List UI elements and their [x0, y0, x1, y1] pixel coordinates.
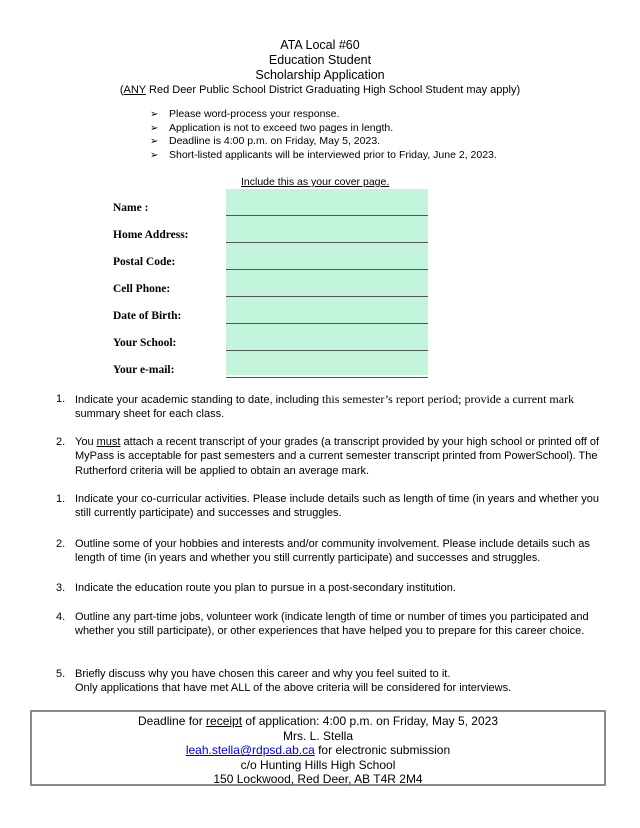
form-row-email: [113, 364, 433, 384]
instruction-item: [150, 149, 497, 163]
email-suffix: for electronic submission: [314, 743, 451, 758]
item-text-part: Indicate your academic standing to date, including: [75, 394, 323, 406]
eligibility-text: Red Deer Public School District Graduating High School Student may apply): [145, 84, 521, 96]
form-label-date-of-birth: Date of Birth:: [113, 310, 182, 322]
list-item: [56, 667, 606, 696]
form-label-cell-phone: Cell Phone:: [113, 283, 171, 295]
item-text: [75, 435, 606, 478]
deadline-text: of application: 4:00 p.m. on Friday, May 5, 2023: [242, 714, 498, 728]
deadline-emphasis: receipt: [206, 714, 243, 728]
item-number: 2.: [56, 538, 66, 550]
item-text: Indicate your co-curricular activities. Please include details such as length of time (in years and whether you still currently participate) and successes and struggles.: [75, 493, 599, 520]
item-number: 2.: [56, 436, 66, 448]
item-text: [75, 392, 606, 422]
item-text-part: Briefly discuss why you have chosen this career and why you feel suited to it.: [75, 668, 451, 680]
footer-address: 150 Lockwood, Red Deer, AB T4R 2M4: [213, 772, 423, 787]
cell-phone-field[interactable]: [226, 296, 428, 297]
item-text: Outline any part-time jobs, volunteer work (indicate length of time or number of times you participated and whether you still participate), or other experiences that have helped you to prepare for this career choice.: [75, 611, 589, 638]
instruction-item: [150, 135, 497, 149]
deadline-text: Deadline for: [138, 714, 207, 728]
instruction-item: [150, 108, 497, 122]
submission-info-box: [30, 710, 606, 786]
form-row-date-of-birth: [113, 310, 433, 330]
instruction-item: [150, 122, 497, 136]
header-local: ATA Local #60: [280, 38, 360, 52]
name-field[interactable]: [226, 215, 428, 216]
form-label-school: Your School:: [113, 337, 177, 349]
arrow-bullet-icon: ➢: [150, 122, 159, 134]
item-text-serif: this semester’s report period; provide a current mark: [322, 392, 575, 406]
item-text: [75, 667, 606, 696]
form-row-school: [113, 337, 433, 357]
home-address-field[interactable]: [226, 242, 428, 243]
contact-email-link[interactable]: leah.stella@rdpsd.ab.ca: [185, 743, 315, 758]
item-text-part: summary sheet for each class.: [75, 408, 225, 421]
item-text-part: attach a recent transcript of your grades (a transcript provided by your high school or printed off of MyPass is acceptable for past semesters and a current semester transcript printed from PowerSchool). The Rutherford criteria will be applied to obtain an average mark.: [75, 436, 600, 477]
form-label-name: Name :: [113, 202, 149, 214]
eligibility-emphasis: ANY: [123, 84, 146, 96]
form-row-postal-code: [113, 256, 433, 276]
instruction-text: Please word-process your response.: [169, 108, 340, 120]
form-label-email: Your e-mail:: [113, 364, 175, 376]
item-number: 1.: [56, 493, 66, 505]
item-text-emphasis: must: [96, 436, 121, 448]
list-item: [56, 435, 606, 478]
form-row-home-address: [113, 229, 433, 249]
instruction-text: Short-listed applicants will be interviewed prior to Friday, June 2, 2023.: [169, 148, 497, 161]
postal-code-field[interactable]: [226, 269, 428, 270]
footer-email-line: [32, 743, 604, 758]
form-row-name: [113, 202, 433, 222]
list-item: [56, 392, 606, 422]
list-item: [56, 581, 606, 595]
item-number: 1.: [56, 393, 66, 405]
item-number: 4.: [56, 611, 66, 623]
document-header: [0, 38, 640, 98]
list-item: [56, 610, 606, 639]
item-number: 5.: [56, 668, 66, 680]
list-item: [56, 492, 606, 521]
school-field[interactable]: [226, 350, 428, 351]
instruction-list: [150, 108, 497, 162]
footer-deadline: [32, 714, 604, 729]
arrow-bullet-icon: ➢: [150, 109, 159, 120]
header-title: Scholarship Application: [255, 68, 385, 82]
header-eligibility: [0, 83, 640, 98]
item-text: Indicate the education route you plan to pursue in a post-secondary institution.: [75, 582, 456, 594]
form-label-home-address: Home Address:: [113, 229, 189, 241]
header-program: Education Student: [268, 53, 372, 67]
arrow-bullet-icon: ➢: [150, 149, 159, 161]
form-row-cell-phone: [113, 283, 433, 303]
form-label-postal-code: Postal Code:: [113, 256, 176, 268]
footer-care-of: c/o Hunting Hills High School: [240, 757, 396, 772]
list-item: [56, 537, 606, 566]
item-text-part: You: [75, 436, 97, 448]
interview-criteria-note: Only applications that have met ALL of the above criteria will be considered for interviews.: [75, 682, 512, 695]
item-number: 3.: [56, 582, 66, 594]
item-text: Outline some of your hobbies and interests and/or community involvement. Please include details such as length of time (in years and whether you still currently participate) and successes and struggles.: [75, 538, 590, 565]
footer-contact-name: Mrs. L. Stella: [282, 728, 354, 743]
email-field[interactable]: [226, 377, 428, 378]
instruction-text: Application is not to exceed two pages in length.: [169, 121, 394, 134]
date-of-birth-field[interactable]: [226, 323, 428, 324]
arrow-bullet-icon: ➢: [150, 136, 159, 148]
cover-page-note: Include this as your cover page.: [241, 176, 390, 188]
eligibility-open-paren: (: [119, 84, 124, 96]
instruction-text: Deadline is 4:00 p.m. on Friday, May 5, 2023.: [169, 135, 381, 148]
